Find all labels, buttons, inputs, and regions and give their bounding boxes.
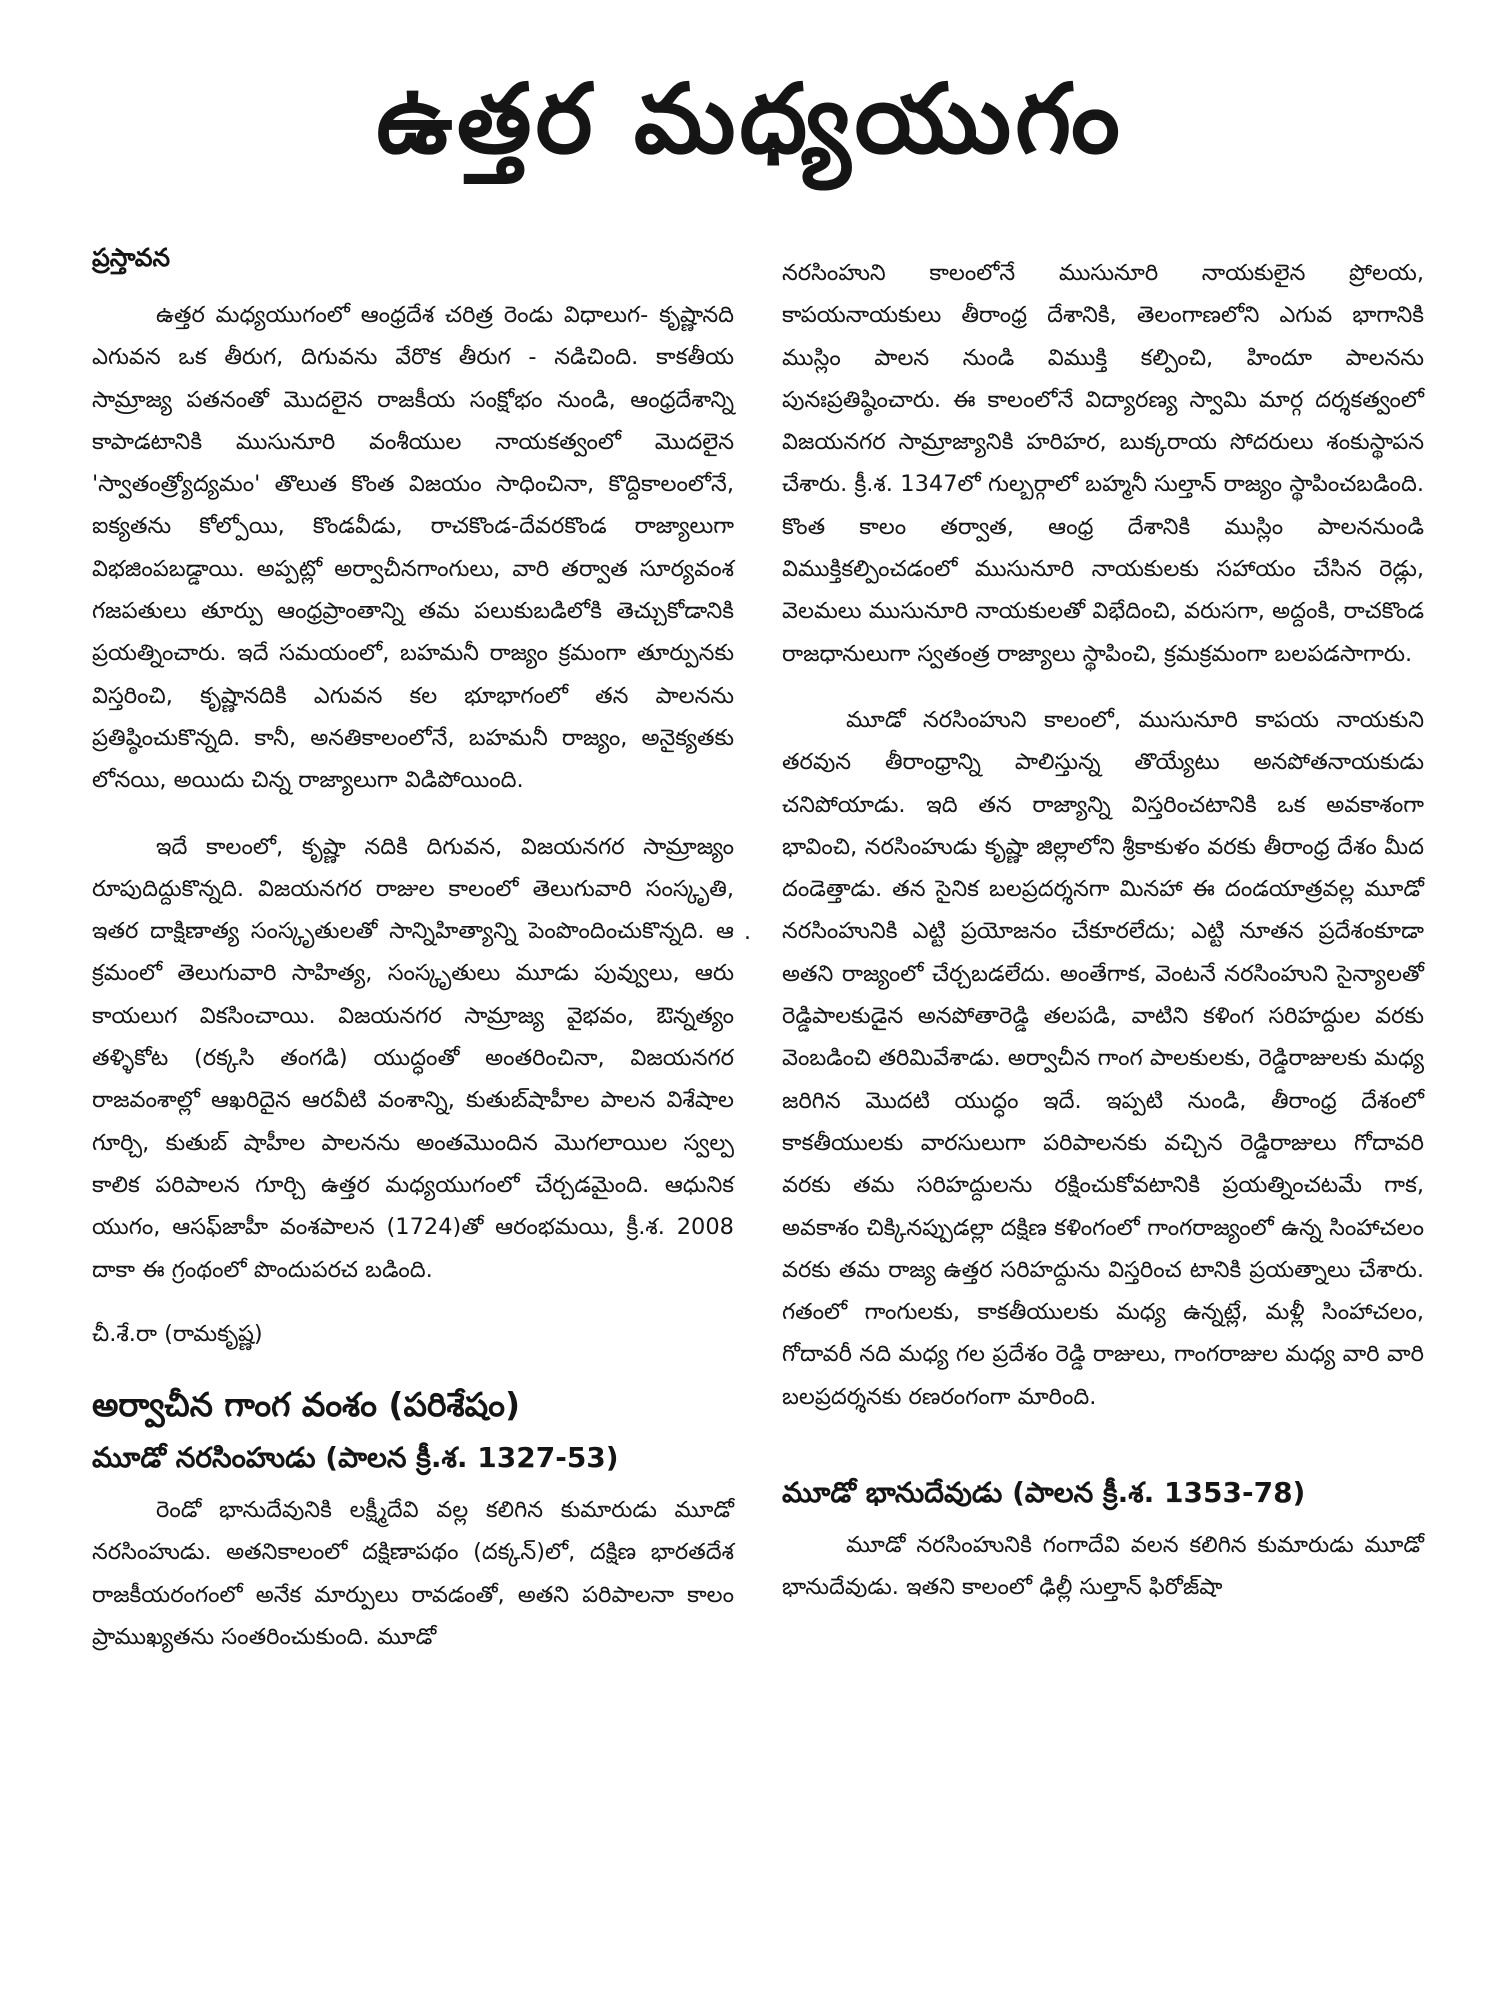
intro-heading: ప్రస్తావన bbox=[92, 243, 171, 272]
column-dot: . bbox=[744, 920, 751, 945]
ruler-heading-narasimha-iii: మూడో నరసింహుడు (పాలన క్రీ.శ. 1327-53) bbox=[92, 1441, 619, 1475]
narasimha-paragraph-2: నరసింహుని కాలంలోనే ముసునూరి నాయకులైన ప్రోలయ, కాపయనాయకులు తీరాంధ్ర దేశానికి, తెలంగాణలోని ఎగువ భాగానికి ముస్లిం పాలన నుండి విముక్తి కల్పించి, హిందూ పాలనను పునఃప్రతిష్ఠించారు. ఈ కాలంలోనే విద్యారణ్య స్వామి మార్గ దర్శకత్వంలో విజయనగర సామ్రాజ్యానికి హరిహర, బుక్కరాయ సోదరులు శంకుస్థాపన చేశారు. క్రీ.శ. 1347లో గుల్బర్గాలో బహ్మనీ సుల్తాన్ రాజ్యం స్థాపించబడింది. కొంత కాలం తర్వాత, ఆంధ్ర దేశానికి ముస్లిం పాలననుండి విముక్తికల్పించడంలో ముసునూరి నాయకులకు సహాయం చేసిన రెడ్లు, వెలమలు ముసునూరి నాయకులతో విభేదించి, వరుసగా, అద్దంకి, రాచకొండ రాజధానులుగా స్వతంత్ర రాజ్యాలు స్థాపించి, క్రమక్రమంగా బలపడసాగారు. bbox=[782, 260, 1424, 667]
bhanudeva-paragraph-1: మూడో నరసింహునికి గంగాదేవి వలన కలిగిన కుమారుడు మూడో భానుదేవుడు. ఇతని కాలంలో ఢిల్లీ సుల్తాన్ ఫిరోజ్‌షా bbox=[782, 1532, 1424, 1601]
left-column bbox=[92, 238, 734, 1658]
section-heading: అర్వాచీన గాంగ వంశం (పరిశేషం) bbox=[92, 1385, 521, 1425]
ruler-heading-bhanudeva-iii: మూడో భానుదేవుడు (పాలన క్రీ.శ. 1353-78) bbox=[782, 1476, 1306, 1510]
narasimha-paragraph-1: రెండో భానుదేవునికి లక్ష్మీదేవి వల్ల కలిగిన కుమారుడు మూడో నరసింహుడు. అతనికాలంలో దక్షిణాపథం (దక్కన్)లో, దక్షిణ భారతదేశ రాజకీయరంగంలో అనేక మార్పులు రావడంతో, అతని పరిపాలనా కాలం ప్రాముఖ్యతను సంతరించుకుంది. మూడో bbox=[92, 1497, 734, 1651]
narasimha-paragraph-3: మూడో నరసింహుని కాలంలో, ముసునూరి కాపయ నాయకుని తరవున తీరాంధ్రాన్ని పాలిస్తున్న తొయ్యేటు అనపోతనాయకుడు చనిపోయాడు. ఇది తన రాజ్యాన్ని విస్తరించటానికి ఒక అవకాశంగా భావించి, నరసింహుడు కృష్ణా జిల్లాలోని శ్రీకాకుళం వరకు తీరాంధ్ర దేశం మీద దండెత్తాడు. తన సైనిక బలప్రదర్శనగా మినహా ఈ దండయాత్రవల్ల మూడో నరసింహునికి ఎట్టి ప్రయోజనం చేకూరలేదు; ఎట్టి నూతన ప్రదేశంకూడా అతని రాజ్యంలో చేర్చబడలేదు. అంతేగాక, వెంటనే నరసింహుని సైన్యాలతో రెడ్డిపాలకుడైన అనపోతారెడ్డి తలపడి, వాటిని కళింగ సరిహద్దుల వరకు వెంబడించి తరిమివేశాడు. అర్వాచీన గాంగ పాలకులకు, రెడ్డిరాజులకు మధ్య జరిగిన మొదటి యుద్ధం ఇదే. ఇప్పటి నుండి, తీరాంధ్ర దేశంలో కాకతీయులకు వారసులుగా పరిపాలనకు వచ్చిన రెడ్డిరాజులు గోదావరి వరకు తమ సరిహద్దులను రక్షించుకోవటానికి ప్రయత్నించటమే గాక, అవకాశం చిక్కినప్పుడల్లా దక్షిణ కళింగంలో గాంగరాజ్యంలో ఉన్న సింహాచలం వరకు తమ రాజ్య ఉత్తర సరిహద్దును విస్తరించ టానికి ప్రయత్నాలు చేశారు. గతంలో గాంగులకు, కాకతీయులకు మధ్య ఉన్నట్లే, మళ్లీ సింహాచలం, గోదావరీ నది మధ్య గల ప్రదేశం రెడ్డి రాజులు, గాంగరాజుల మధ్య వారి వారి బలప్రదర్శనకు రణరంగంగా మారింది. bbox=[782, 706, 1424, 1410]
right-column bbox=[782, 252, 1424, 1609]
intro-paragraph-2: ఇదే కాలంలో, కృష్ణా నదికి దిగువన, విజయనగర సామ్రాజ్యం రూపుదిద్దుకొన్నది. విజయనగర రాజుల కాలంలో తెలుగువారి సంస్కృతి, ఇతర దాక్షిణాత్య సంస్కృతులతో సాన్నిహిత్యాన్ని పెంపొందించుకొన్నది. ఆ క్రమంలో తెలుగువారి సాహిత్య, సంస్కృతులు మూడు పువ్వులు, ఆరు కాయలుగ వికసించాయి. విజయనగర సామ్రాజ్య వైభవం, ఔన్నత్యం తళ్ళికోట (రక్కసి తంగడి) యుద్ధంతో అంతరించినా, విజయనగర రాజవంశాల్లో ఆఖరిదైన ఆరవీటి వంశాన్ని, కుతుబ్‌షాహీల పాలన విశేషాల గూర్చి, కుతుబ్ షాహీల పాలనను అంతమొందిన మొగలాయిల స్వల్ప కాలిక పరిపాలన గూర్చి ఉత్తర మధ్యయుగంలో చేర్చడమైంది. ఆధునిక యుగం, ఆసఫ్‌జాహీ వంశపాలన (1724)తో ఆరంభమయి, క్రీ.శ. 2008 దాకా ఈ గ్రంథంలో పొందుపరచ బడింది. bbox=[92, 833, 734, 1283]
intro-paragraph-1: ఉత్తర మధ్యయుగంలో ఆంధ్రదేశ చరిత్ర రెండు విధాలుగ- కృష్ణానది ఎగువన ఒక తీరుగ, దిగువను వేరొక తీరుగ - నడిచింది. కాకతీయ సామ్రాజ్య పతనంతో మొదలైన రాజకీయ సంక్షోభం నుండి, ఆంధ్రదేశాన్ని కాపాడటానికి ముసునూరి వంశీయుల నాయకత్వంలో మొదలైన 'స్వాతంత్ర్యోద్యమం' తొలుత కొంత విజయం సాధించినా, కొద్దికాలంలోనే, ఐక్యతను కోల్పోయి, కొండవీడు, రాచకొండ-దేవరకొండ రాజ్యాలుగా విభజింపబడ్డాయి. అప్పట్లో అర్వాచీనగాంగులు, వారి తర్వాత సూర్యవంశ గజపతులు తూర్పు ఆంధ్రప్రాంతాన్ని తమ పలుకుబడిలోకి తెచ్చుకోడానికి ప్రయత్నించారు. ఇదే సమయంలో, బహమనీ రాజ్యం క్రమంగా తూర్పునకు విస్తరించి, కృష్ణానదికి ఎగువన కల భూభాగంలో తన పాలనను ప్రతిష్ఠించుకొన్నది. కానీ, అనతికాలంలోనే, బహమనీ రాజ్యం, అనైక్యతకు లోనయి, అయిదు చిన్న రాజ్యాలుగా విడిపోయింది. bbox=[92, 302, 734, 794]
page-title: ఉత్తర మధ్యయుగం bbox=[376, 63, 1124, 175]
author-signature: చీ.శే.రా (రామకృష్ణ) bbox=[92, 1320, 263, 1347]
